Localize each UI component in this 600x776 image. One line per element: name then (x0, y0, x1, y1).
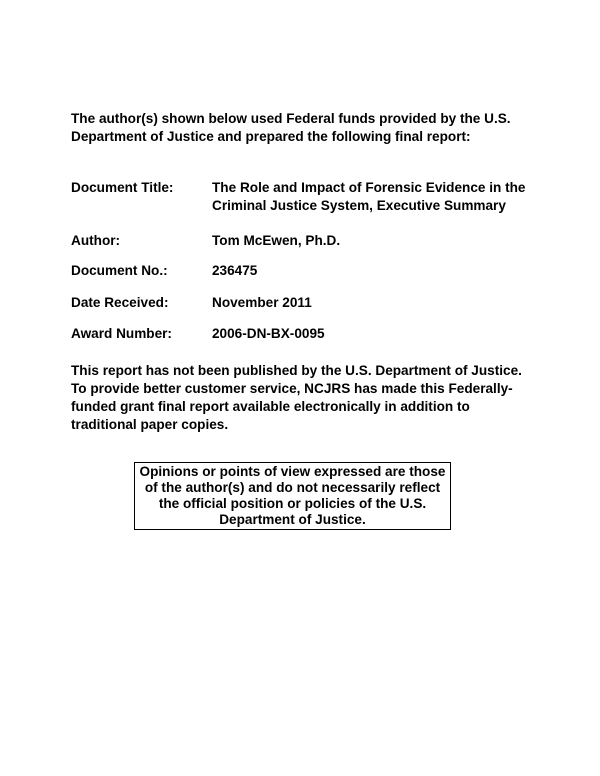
disclaimer-box (134, 462, 451, 530)
intro-paragraph (71, 110, 541, 146)
award-number-value: 2006-DN-BX-0095 (212, 326, 325, 341)
intro-line: Department of Justice and prepared the following final report: (71, 129, 471, 144)
author-label: Author: (71, 233, 121, 248)
notice-line: To provide better customer service, NCJRS has made this Federally- (71, 381, 513, 396)
notice-line: This report has not been published by the U.S. Department of Justice. (71, 363, 522, 378)
date-received-label: Date Received: (71, 295, 169, 310)
notice-paragraph (71, 362, 541, 434)
document-no-value: 236475 (212, 263, 258, 278)
award-number-label: Award Number: (71, 326, 172, 341)
document-title-value (212, 179, 525, 215)
document-title-line: The Role and Impact of Forensic Evidence in the (212, 180, 526, 195)
document-title-line: Criminal Justice System, Executive Summary (212, 198, 506, 213)
author-value: Tom McEwen, Ph.D. (212, 233, 341, 248)
notice-line: funded grant final report available electronically in addition to (71, 399, 470, 414)
intro-line: The author(s) shown below used Federal funds provided by the U.S. (71, 111, 511, 126)
document-title-label: Document Title: (71, 180, 174, 195)
document-no-label: Document No.: (71, 263, 168, 278)
disclaimer-line: the official position or policies of the U.S. (158, 496, 427, 511)
date-received-value: November 2011 (212, 295, 312, 310)
disclaimer-line: Department of Justice. (219, 512, 366, 527)
notice-line: traditional paper copies. (71, 417, 229, 432)
disclaimer-line: Opinions or points of view expressed are those (139, 464, 446, 479)
disclaimer-line: of the author(s) and do not necessarily reflect (144, 480, 441, 495)
